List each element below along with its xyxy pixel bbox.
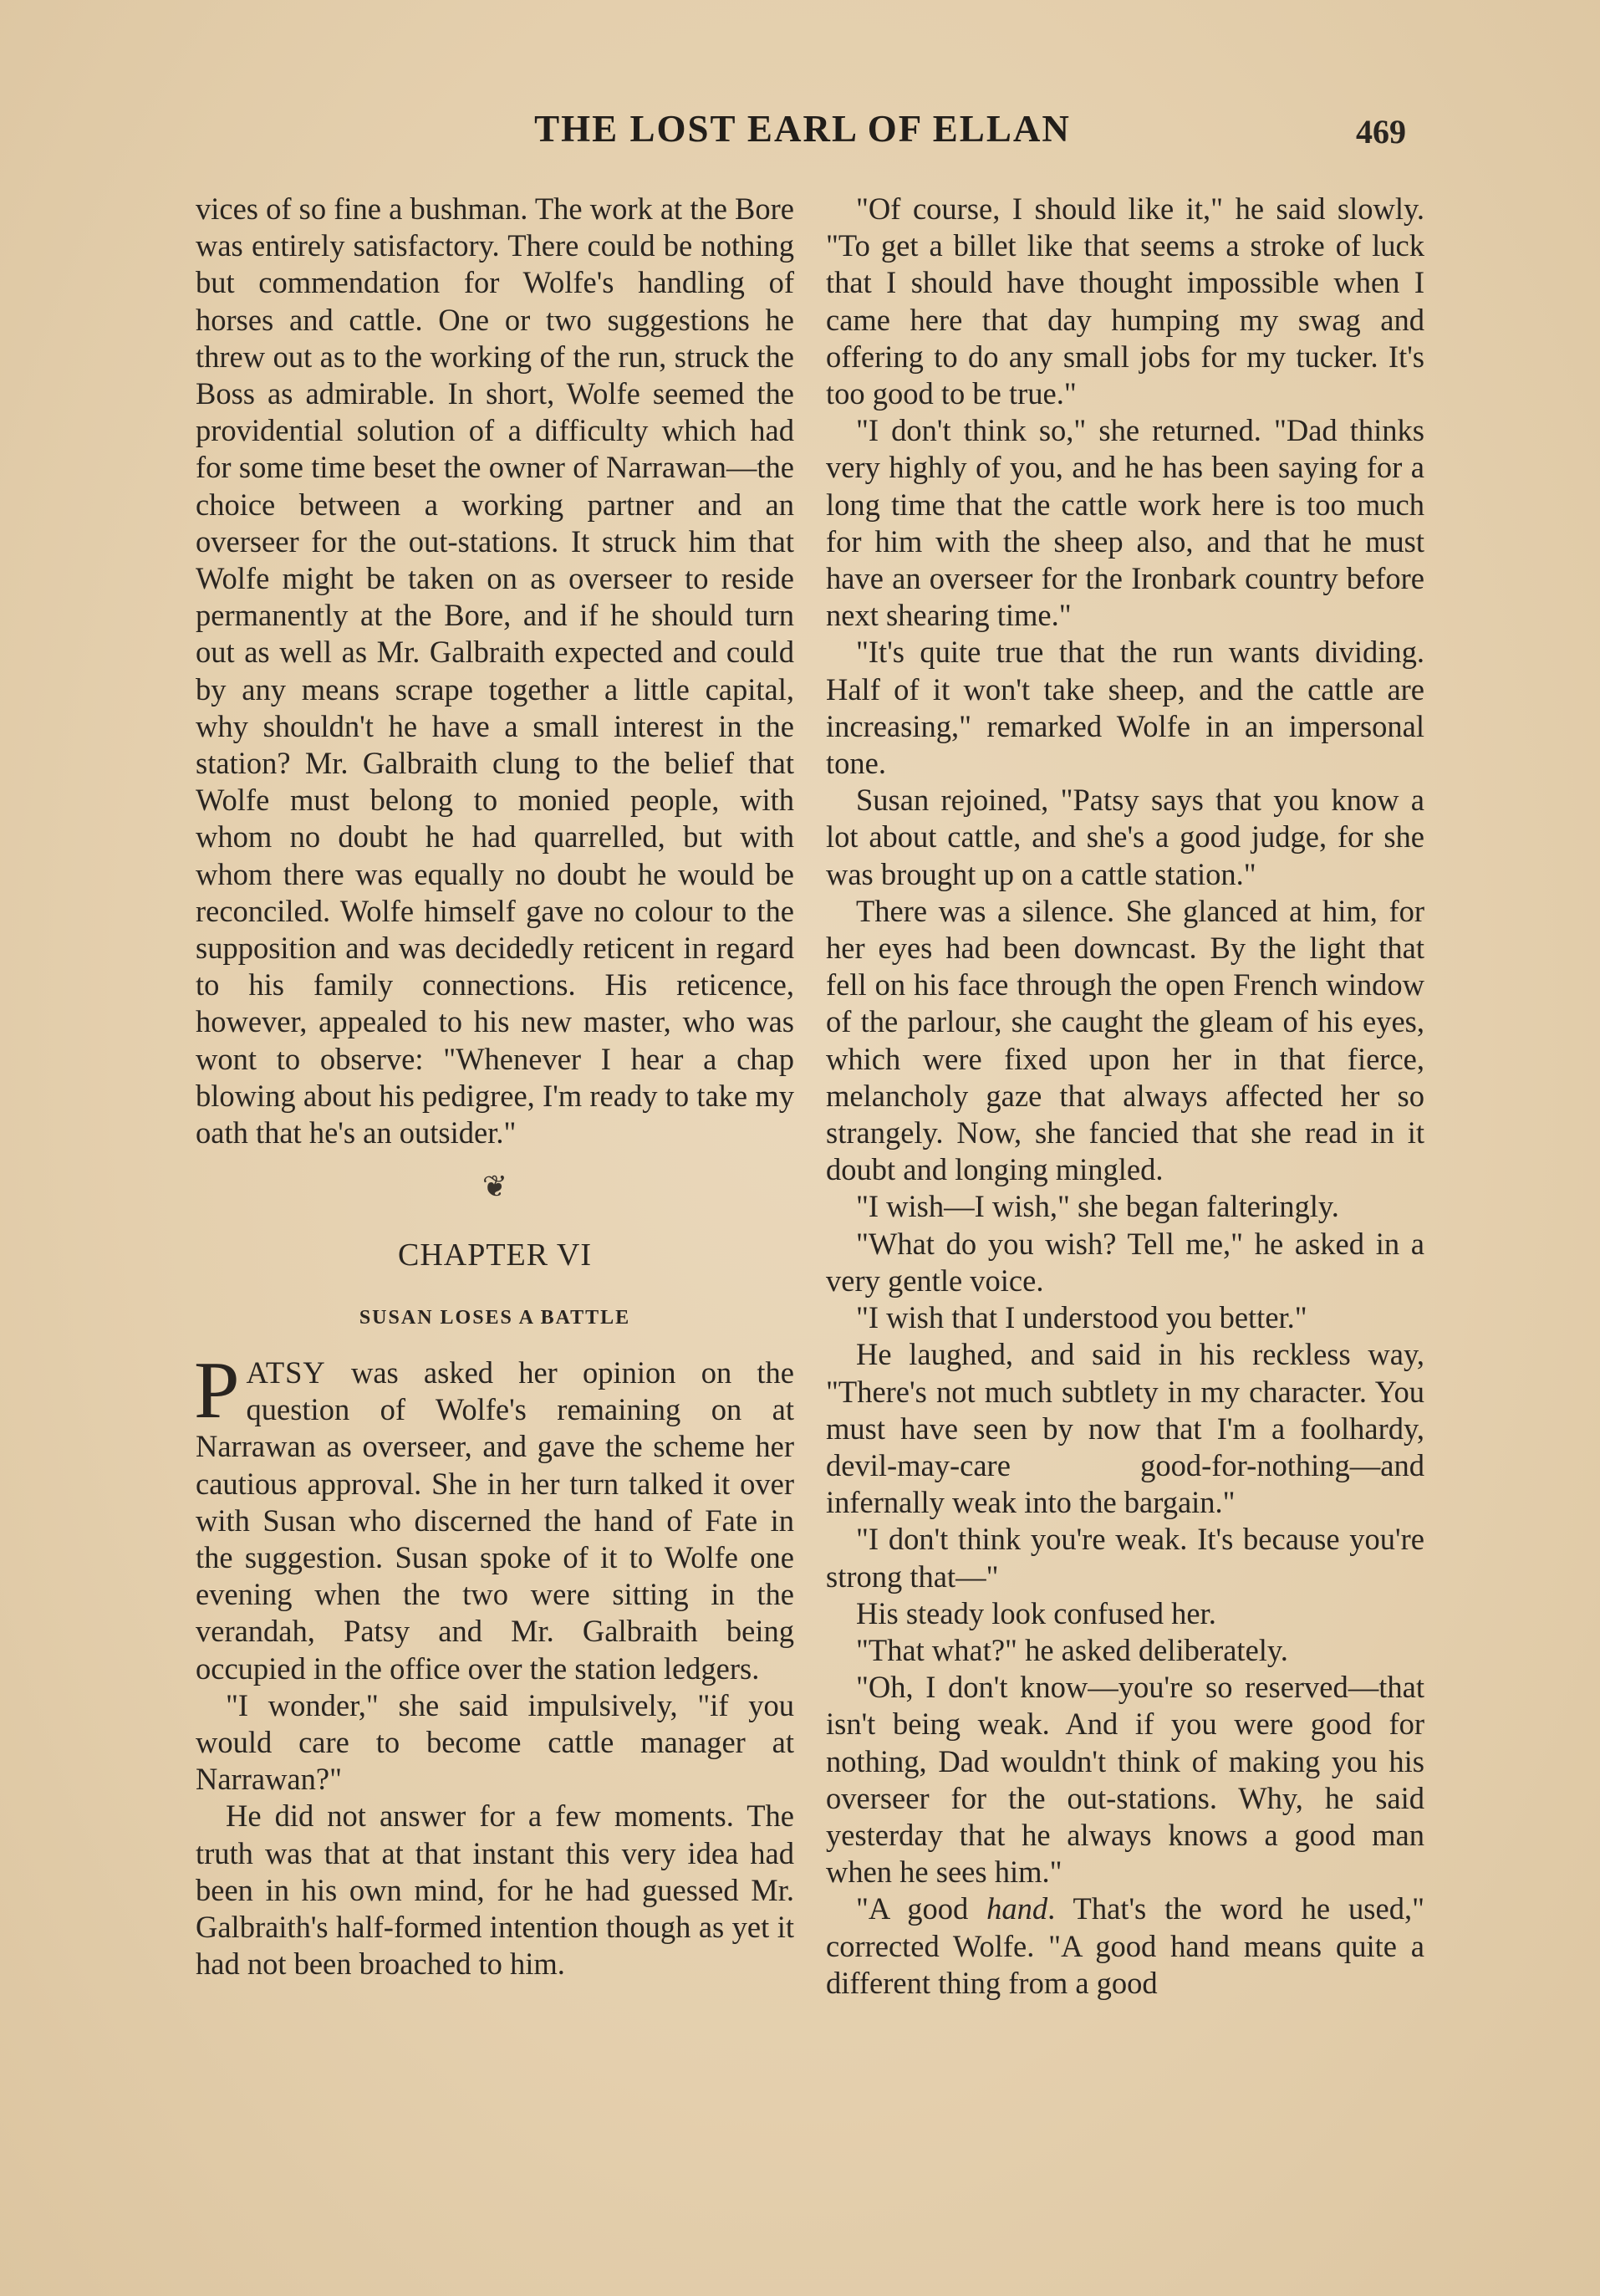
left-column	[196, 191, 794, 1982]
paragraph: There was a silence. She glanced at him, for her eyes had been downcast. By the light that fell on his face through the open French window of the parlour, she caught the gleam of his eyes, which were fixed upon her in that fierce, melancholy gaze that always affected her so strangely. Now, she fancied that she read in it doubt and longing mingled.	[826, 893, 1424, 1187]
paragraph: "I wonder," she said impulsively, "if you would care to become cattle manager at Narrawan?"	[196, 1687, 794, 1797]
small-caps-word: ATSY	[246, 1355, 326, 1390]
page-number: 469	[1356, 113, 1406, 151]
section-ornament: ❦	[482, 1170, 508, 1204]
paragraph: "I don't think so," she returned. "Dad thinks very highly of you, and he has been saying for a long time that the cattle work here is too much for him with the sheep also, and that he must have an overseer for the Ironbark country before next shearing time."	[826, 413, 1424, 633]
paragraph: He did not answer for a few moments. The truth was that at that instant this very idea had been in his own mind, for he had guessed Mr. Galbraith's half-formed intention though as yet it had not been broached to him.	[196, 1799, 794, 1982]
right-column	[826, 191, 1424, 2002]
paragraph: "I wish that I understood you better."	[856, 1300, 1307, 1335]
emphasis-word: hand	[986, 1891, 1048, 1926]
paragraph	[826, 1890, 1424, 2002]
drop-cap: P	[194, 1344, 240, 1436]
paragraph: "I don't think you're weak. It's because you're strong that—"	[826, 1522, 1424, 1594]
paragraph: "That what?" he asked deliberately.	[856, 1632, 1288, 1667]
paragraph	[194, 1344, 794, 1687]
chapter-title: CHAPTER VI	[397, 1237, 593, 1273]
paragraph: "Of course, I should like it," he said slowly. "To get a billet like that seems a stroke of luck that I should have thought impossible when I came here that day humping my swag and offering to do any small jobs for my tucker. It's too good to be true."	[826, 191, 1424, 411]
paragraph-text: . That's the word he used," corrected Wolfe. "A good hand means quite a different thing from a good	[826, 1891, 1424, 2000]
running-title: THE LOST EARL OF ELLAN	[534, 108, 1071, 150]
paragraph: He laughed, and said in his reckless way, "There's not much subtlety in my character. You must have seen by now that I'm a foolhardy, devil-may-care good-for-nothing—and infernally weak into the bargain."	[826, 1337, 1424, 1520]
paragraph: "I wish—I wish," she began falteringly.	[856, 1189, 1339, 1224]
paragraph-text: was asked her opinion on the question of Wolfe's remaining on at Narrawan as overseer, and gave the scheme her cautious approval. She in her turn talked it over with Susan who discerned the hand of Fate in the suggestion. Susan spoke of it to Wolfe one evening when the two were sitting in the verandah, Patsy and Mr. Galbraith being occupied in the office over the station ledgers.	[196, 1355, 794, 1686]
paragraph: His steady look confused her.	[856, 1595, 1216, 1630]
paragraph: vices of so fine a bushman. The work at the Bore was entirely satisfactory. There could be nothing but commendation for Wolfe's handling of horses and cattle. One or two suggestions he threw out as to the working of the run, struck the Boss as admirable. In short, Wolfe seemed the providential solution of a difficulty which had for some time beset the owner of Narrawan—the choice between a working partner and an overseer for the out-stations. It struck him that Wolfe might be taken on as overseer to reside permanently at the Bore, and if he should turn out as well as Mr. Galbraith expected and could by any means scrape together a little capital, why shouldn't he have a small interest in the station? Mr. Galbraith clung to the belief that Wolfe must belong to monied people, with whom no doubt he had quarrelled, but with whom there was equally no doubt he would be reconciled. Wolfe himself gave no colour to the supposition and was decidedly reticent in regard to his family connections. His reticence, however, appealed to his new master, who was wont to observe: "Whenever I hear a chap blowing about his pedigree, I'm ready to take my oath that he's an outsider."	[196, 191, 794, 1151]
paragraph: "Oh, I don't know—you're so reserved—that isn't being weak. And if you were good for nothing, Dad wouldn't think of making you his overseer for the out-stations. Why, he said yesterday that he always knows a good man when he sees him."	[826, 1670, 1424, 1890]
paragraph: Susan rejoined, "Patsy says that you know a lot about cattle, and she's a good judge, for she was brought up on a cattle station."	[826, 783, 1424, 891]
paragraph: "It's quite true that the run wants dividing. Half of it won't take sheep, and the cattle are increasing," remarked Wolfe in an impersonal tone.	[826, 635, 1424, 781]
chapter-subtitle: SUSAN LOSES A BATTLE	[359, 1306, 631, 1329]
page-header	[0, 107, 1600, 157]
paragraph: "What do you wish? Tell me," he asked in a very gentle voice.	[826, 1226, 1424, 1298]
paragraph-text: "A good	[856, 1891, 987, 1926]
